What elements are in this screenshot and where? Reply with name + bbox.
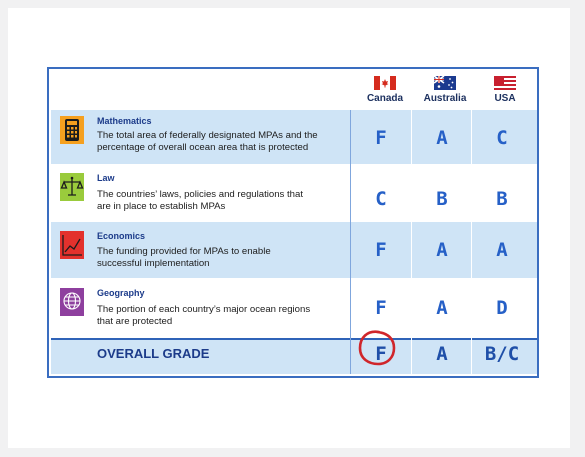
grade-cell: A [436,239,448,261]
grade-cell: C [496,127,508,149]
grade-card [47,67,539,378]
category-title: Mathematics [97,116,152,126]
category-description-line: The portion of each country’s major ocean regions [97,304,311,315]
grade-cell: A [496,239,508,261]
category-description-line: percentage of overall ocean area that is protected [97,142,309,153]
overall-grade-cell: B/C [484,343,520,365]
column-header-usa [475,76,535,104]
grade-cell: B [496,188,508,210]
grade-cell: C [375,188,387,210]
grade-cell: A [436,297,448,319]
category-description-line: The countries’ laws, policies and regulations that [97,189,304,200]
column-label: Canada [366,93,404,104]
grade-cell: B [436,188,448,210]
category-description-line: that are protected [97,316,173,327]
column-header-australia [415,76,475,104]
canada-flag-icon [374,76,396,90]
category-description-line: The total area of federally designated MPAs and the [97,130,318,141]
globe-icon [60,288,84,316]
red-circle-annotation [357,329,397,367]
column-header-canada [355,76,415,104]
grade-cell: F [375,239,387,261]
column-label: USA [494,93,516,104]
scales-icon [60,173,84,201]
category-description [97,304,347,328]
category-title: Economics [97,231,146,241]
category-description [97,130,347,154]
category-title: Law [97,173,115,183]
overall-grade-cell: F [375,343,387,365]
overall-grade-label: OVERALL GRADE [97,346,210,361]
grade-cell: F [375,297,387,319]
grade-cell: D [496,297,508,319]
category-description-line: successful implementation [97,258,210,269]
australia-flag-icon [434,76,456,90]
column-label: Australia [423,93,467,104]
bar-chart-icon [60,231,84,259]
category-description-line: The funding provided for MPAs to enable [97,246,271,257]
overall-grade-cell: A [436,343,448,365]
usa-flag-icon [494,76,516,90]
overall-divider [51,338,537,340]
category-title: Geography [97,288,145,298]
category-description-line: are in place to establish MPAs [97,201,226,212]
grade-cell: F [375,127,387,149]
category-description [97,246,347,270]
category-description [97,189,347,213]
calculator-icon [60,116,84,144]
grade-cell: A [436,127,448,149]
